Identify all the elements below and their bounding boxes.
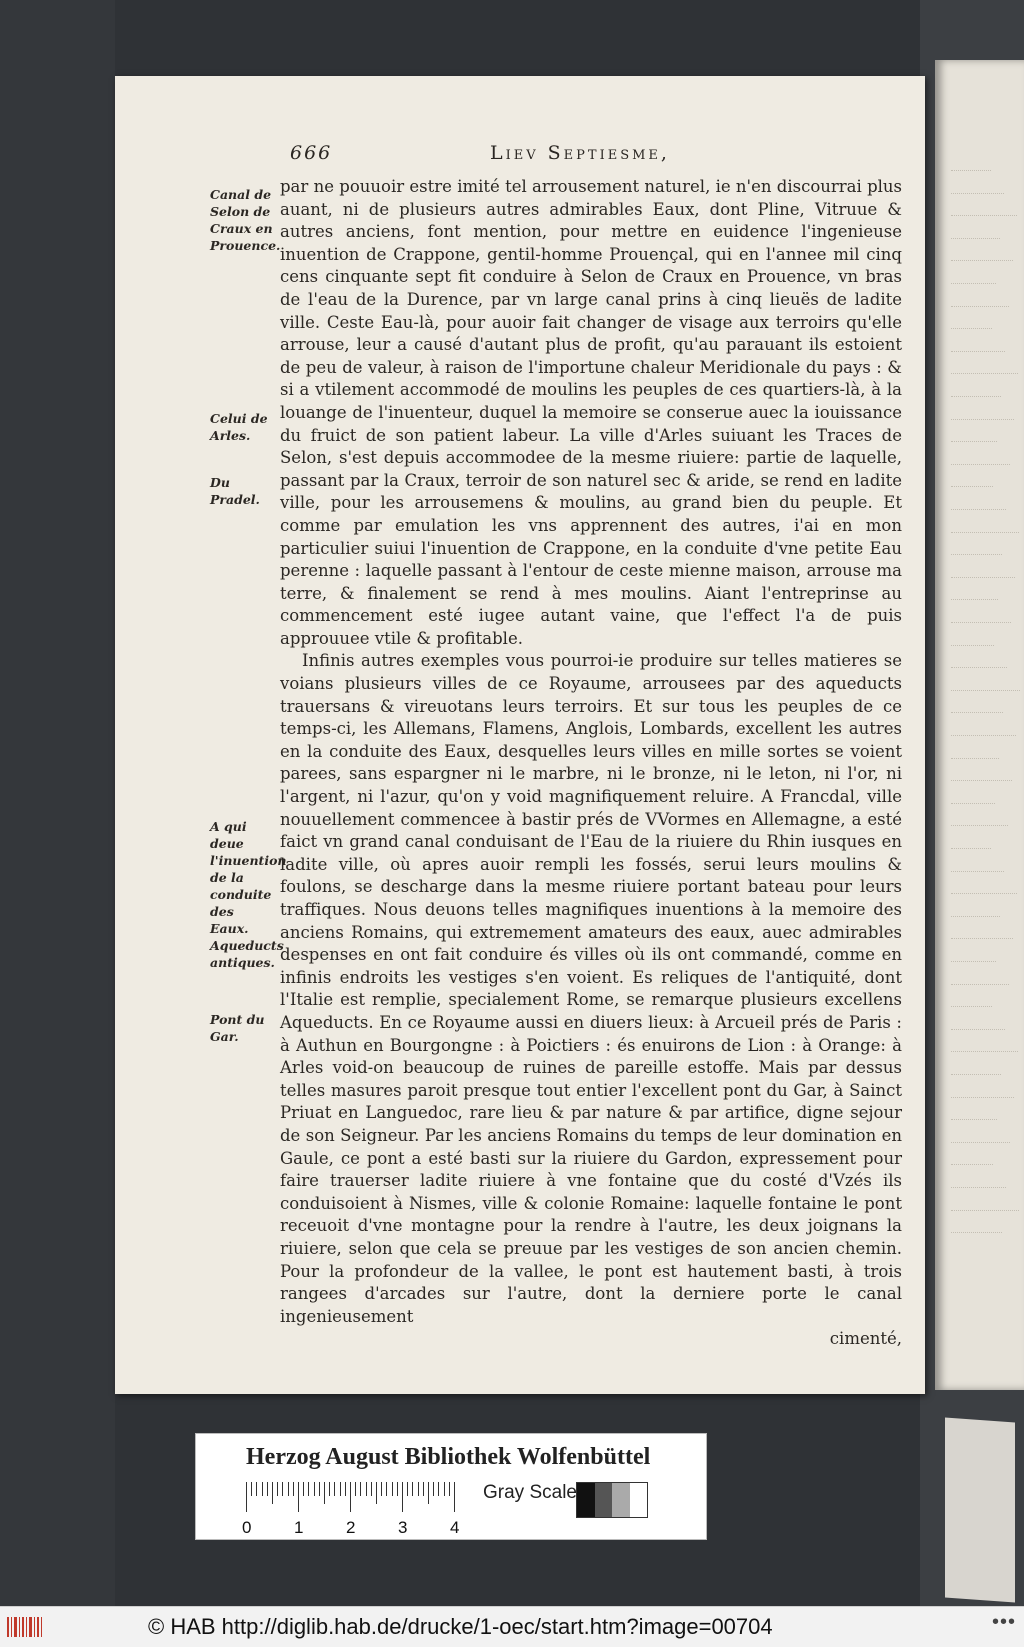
ruler-tick: [386, 1482, 387, 1496]
adjacent-page-text-line: [951, 825, 1008, 836]
gray-swatch-cell: [612, 1483, 630, 1517]
ruler-tick: [366, 1482, 367, 1496]
ruler-tick: [314, 1482, 315, 1496]
gray-swatch-cell: [577, 1483, 595, 1517]
adjacent-page-text-line: [951, 1210, 1019, 1221]
adjacent-page-text-line: [951, 396, 1001, 407]
adjacent-page-text-line: [951, 419, 1014, 430]
marginal-note: Pont du Gar.: [210, 1012, 265, 1044]
ruler-tick: [329, 1482, 330, 1496]
ruler-tick: [345, 1482, 346, 1496]
book-page: [115, 76, 925, 1394]
ruler-tick: [360, 1482, 361, 1496]
adjacent-page-text-line: [951, 1051, 1018, 1062]
ruler-tick: [433, 1482, 434, 1496]
scale-number: 3: [398, 1518, 408, 1537]
ruler-tick: [251, 1482, 252, 1496]
adjacent-page-text-line: [951, 486, 993, 497]
scale-number: 2: [346, 1518, 356, 1537]
ruler-tick: [277, 1482, 278, 1496]
ruler-tick: [428, 1482, 429, 1504]
ruler-tick: [392, 1482, 393, 1496]
scan-background-left: [0, 0, 115, 1606]
ruler-tick: [454, 1482, 455, 1512]
running-head: Liev Septiesme,: [490, 142, 670, 164]
adjacent-page-text-line: [951, 984, 1009, 995]
catchword: cimenté,: [829, 1329, 902, 1349]
adjacent-page-text-line: [951, 938, 1013, 949]
ruler-tick: [418, 1482, 419, 1496]
adjacent-page-text-line: [951, 735, 1016, 746]
adjacent-page-text-line: [951, 215, 1017, 226]
ruler-tick: [298, 1482, 299, 1512]
marginal-note: A qui deue l'inuention de la conduite des Eaux. Aqueducts antiques.: [210, 819, 287, 970]
page-header: [290, 138, 900, 168]
adjacent-page-text-line: [951, 193, 1004, 204]
adjacent-page-text-line: [951, 599, 998, 610]
ruler-tick: [262, 1482, 263, 1496]
ruler-tick: [288, 1482, 289, 1496]
ruler-tick: [402, 1482, 403, 1512]
ruler-tick: [282, 1482, 283, 1496]
adjacent-page-text-line: [951, 848, 991, 859]
barcode-icon: [6, 1615, 46, 1639]
more-options-button[interactable]: •••: [991, 1611, 1016, 1633]
gray-scale-swatch: [576, 1482, 648, 1518]
ruler-tick: [267, 1482, 268, 1496]
marginal-note: Du Pradel.: [210, 475, 260, 507]
adjacent-page-label-card: [945, 1418, 1015, 1603]
ruler-tick: [412, 1482, 413, 1496]
ruler-tick: [319, 1482, 320, 1496]
adjacent-page-text-line: [951, 351, 1005, 362]
adjacent-page-text-line: [951, 1006, 992, 1017]
adjacent-page-text-line: [951, 667, 1007, 678]
adjacent-page-text-line: [951, 803, 995, 814]
ruler-tick: [272, 1482, 273, 1504]
ruler-tick: [355, 1482, 356, 1496]
ruler-tick: [407, 1482, 408, 1496]
adjacent-page-text-line: [951, 509, 1006, 520]
adjacent-page-text-line: [951, 260, 1013, 271]
adjacent-page-edge: [935, 60, 1024, 1390]
paragraph: Infinis autres exemples vous pourroi-ie produire sur telles matieres se voians plusieurs villes de ce Royaume, arrousees par des aqueducts trauersans & vireuotans leurs terroirs. Et sur tous les peuples de ce temps-ci, les Allemans, Flamens, Anglois, Lombards, excellent les autres en la conduite des Eaux, desquelles leurs villes en mille sortes se voient parees, sans espargner ni le marbre, ni le bronze, ni le leton, ni l'or, ni l'argent, ni l'azur, qu'on y void magnifiquement reluire. A Francdal, ville nouuellement commencee à bastir prés de VVormes en Allemagne, a esté faict vn grand canal conduisant de l'Eau de la riuiere du Rhin iusques en ladite ville, où apres auoir rempli les fossés, serui leurs moulins & foulons, se descharge dans la mesme riuiere portant bateau pour leurs traffiques. Nous deuons telles magnifiques inuentions à la memoire des anciens Romains, qui extremement amateurs des eaux, auec admirables despenses en ont fait conduire és villes où ils ont commandé, comme en infinis endroits les vestiges s'en voient. Es reliques de l'antiquité, dont l'Italie est remplie, specialement Rome, se remarque plusieurs excellens Aqueducts. En ce Royaume aussi en diuers lieux: à Arcueil prés de Paris : à Authun en Bourgongne : à Poictiers : és enuirons de Lion : à Orange: à Arles void-on beaucoup de ruines de pareille estoffe. Mais par dessus telles masures paroit presque tout entier l'excellent pont du Gar, à Sainct Priuat en Languedoc, rare lieu & par nature & par artifice, digne sejour de son Seigneur. Par les anciens Romains du temps de leur domination en Gaule, ce pont a esté basti sur la riuiere du Gardon, expressement pour faire trauerser ladite riuiere à vne fontaine que du costé d'Vzés ils conduisoient à Nismes, ville & colonie Romaine: laquelle fontaine le pont receuoit d'vne montagne pour la rendre à l'autre, les deux joignans la riuiere, selon que cela se preuue par les vestiges de son ancien chemin. Pour la profondeur de la vallee, le pont est hautement basti, à trois rangees d'arcades sur l'autre, dont la derniere porte le canal ingenieusement: [280, 651, 902, 1326]
gray-swatch-cell: [630, 1483, 648, 1517]
adjacent-page-text-line: [951, 690, 1020, 701]
scale-number: 0: [242, 1518, 252, 1537]
ruler-tick: [397, 1482, 398, 1496]
gray-scale-label: Gray Scale: [483, 1482, 577, 1503]
library-name: Herzog August Bibliothek Wolfenbüttel: [246, 1444, 651, 1470]
ruler-tick: [381, 1482, 382, 1496]
ruler-tick: [350, 1482, 351, 1512]
page-number: 666: [290, 142, 333, 164]
ruler-tick: [308, 1482, 309, 1496]
adjacent-page-text-line: [951, 1232, 1002, 1243]
adjacent-page-text-line: [951, 554, 1002, 565]
adjacent-page-text-line: [951, 871, 1004, 882]
ruler-tick: [438, 1482, 439, 1496]
adjacent-page-text-line: [951, 283, 996, 294]
ruler-tick: [246, 1482, 247, 1512]
ruler-tick: [371, 1482, 372, 1496]
image-url-link[interactable]: © HAB http://diglib.hab.de/drucke/1-oec/start.htm?image=00704: [148, 1614, 773, 1639]
adjacent-page-text-line: [951, 1074, 1001, 1085]
adjacent-page-text-line: [951, 916, 1000, 927]
marginal-note: Canal de Selon de Craux en Prouence.: [210, 187, 281, 253]
ruler-tick: [293, 1482, 294, 1496]
ruler-tick: [334, 1482, 335, 1496]
marginal-note: Celui de Arles.: [210, 411, 268, 443]
ruler-tick: [303, 1482, 304, 1496]
adjacent-page-text-line: [951, 1119, 997, 1130]
adjacent-page-text-line: [951, 373, 1018, 384]
ruler-tick: [444, 1482, 445, 1496]
ruler-tick: [340, 1482, 341, 1496]
ruler-tick: [376, 1482, 377, 1504]
status-bar: [0, 1606, 1024, 1647]
adjacent-page-text-line: [951, 577, 1015, 588]
adjacent-page-text-line: [951, 170, 991, 181]
adjacent-page-text-line: [951, 1097, 1014, 1108]
adjacent-page-text-line: [951, 1142, 1010, 1153]
scale-number: 1: [294, 1518, 304, 1537]
adjacent-page-text-line: [951, 645, 994, 656]
adjacent-page-text-line: [951, 712, 1003, 723]
adjacent-page-text-line: [951, 758, 999, 769]
adjacent-page-text-line: [951, 328, 992, 339]
gray-swatch-cell: [595, 1483, 613, 1517]
adjacent-page-text-line: [951, 441, 997, 452]
adjacent-page-text-line: [951, 532, 1019, 543]
adjacent-page-text-line: [951, 1164, 993, 1175]
adjacent-page-text-line: [951, 780, 1012, 791]
ruler-tick: [423, 1482, 424, 1496]
adjacent-page-text-line: [951, 1029, 1005, 1040]
paragraph: par ne pouuoir estre imité tel arrousement naturel, ie n'en discourrai plus auant, ni de plusieurs autres admirables Eaux, dont Pline, Vitruue & autres anciens, font mention, pour mettre en euidence l'ingenieuse inuention de Crappone, gentil-homme Prouençal, qui en l'annee mil cinq cens cinquante sept fit conduire à Selon de Craux en Prouence, vn bras de l'eau de la Durence, par vn large canal prins à cinq lieuës de ladite ville. Ceste Eau-là, pour auoir fait changer de visage aux terroirs qu'elle arrouse, leur a causé d'autant plus de profit, qu'au parauant ils estoient de peu de valeur, à raison de l'importune chaleur Meridionale du pays : & si a vtilement accommodé de moulins les peuples de ces quartiers-là, à la louange de l'inuenteur, duquel la memoire se conserue auec la iouissance du fruict de son patient labeur. La ville d'Arles suiuant les Traces de Selon, s'est depuis accommodee de la mesme riuiere: partie de laquelle, passant par la Craux, terroir de son naturel sec & aride, se rend en ladite ville, pour les arrousemens & moulins, au grand bien du peuple. Et comme par emulation les vns apprennent des autres, i'ai en mon particulier suiui l'inuention de Crappone, en la conduite d'vne petite Eau perenne : laquelle passant à l'entour de ceste mienne maison, arrouse ma terre, & finalement se rend à mes moulins. Aiant l'entreprinse au commencement esté iugee autant vaine, que l'effect l'a de puis approuuee vtile & profitable.: [280, 177, 902, 648]
adjacent-page-text-line: [951, 1187, 1006, 1198]
library-color-card: [195, 1433, 707, 1540]
adjacent-page-text-line: [951, 238, 1000, 249]
ruler-tick: [324, 1482, 325, 1504]
adjacent-page-text-line: [951, 464, 1010, 475]
scale-number: 4: [450, 1518, 460, 1537]
adjacent-page-text-line: [951, 622, 1011, 633]
ruler-tick: [256, 1482, 257, 1496]
adjacent-page-text-line: [951, 961, 996, 972]
adjacent-page-text-line: [951, 893, 1017, 904]
page-body-text: [280, 176, 902, 1351]
adjacent-page-text-line: [951, 306, 1009, 317]
ruler-tick: [449, 1482, 450, 1496]
scale-ruler: [242, 1482, 461, 1537]
